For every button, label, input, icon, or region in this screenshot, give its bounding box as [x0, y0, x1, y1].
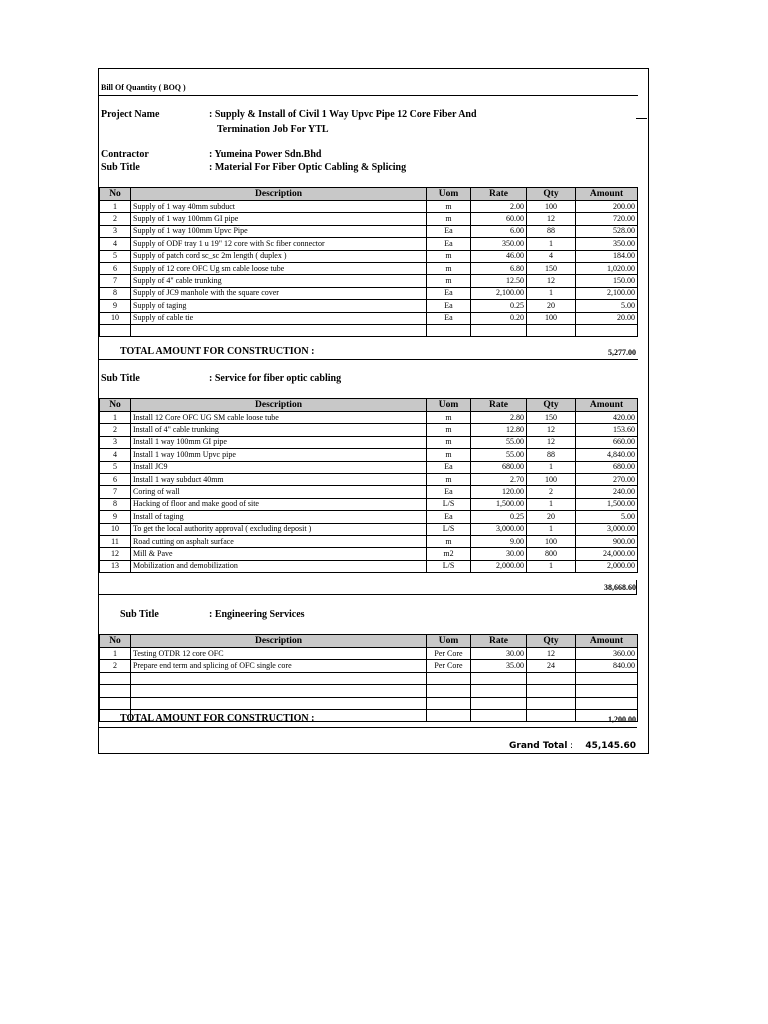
row-rate-cell: 12.80 — [471, 424, 527, 436]
row-rate-cell: 12.50 — [471, 275, 527, 287]
row-amount-cell: 20.00 — [576, 312, 638, 324]
row-qty-cell — [527, 324, 576, 336]
row-no-cell: 9 — [100, 511, 131, 523]
table-row — [100, 449, 638, 461]
row-rate-cell: 120.00 — [471, 486, 527, 498]
row-description-cell: Supply of cable tie — [131, 312, 427, 324]
row-uom-cell: Ea — [427, 486, 471, 498]
row-uom-cell: m — [427, 412, 471, 424]
row-no-cell: 2 — [100, 660, 131, 672]
col-amount-header: Amount — [576, 399, 638, 412]
row-qty-cell: 4 — [527, 250, 576, 262]
row-description-cell: Supply of 4" cable trunking — [131, 275, 427, 287]
col-rate-header: Rate — [471, 635, 527, 648]
row-rate-cell: 6.00 — [471, 225, 527, 237]
row-uom-cell: m — [427, 262, 471, 274]
row-amount-cell: 2,100.00 — [576, 287, 638, 299]
row-amount-cell: 680.00 — [576, 461, 638, 473]
row-description-cell: Coring of wall — [131, 486, 427, 498]
row-uom-cell: m — [427, 250, 471, 262]
row-qty-cell: 100 — [527, 201, 576, 213]
row-no-cell: 1 — [100, 412, 131, 424]
row-uom-cell: Ea — [427, 238, 471, 250]
row-amount-cell: 660.00 — [576, 436, 638, 448]
project-name-label: Project Name — [101, 109, 160, 120]
row-qty-cell: 150 — [527, 412, 576, 424]
row-qty-cell: 800 — [527, 548, 576, 560]
table-row — [100, 660, 638, 672]
section1-total-rule — [98, 359, 638, 360]
table-row — [100, 424, 638, 436]
row-uom-cell — [427, 709, 471, 721]
row-qty-cell: 1 — [527, 238, 576, 250]
table-row — [100, 275, 638, 287]
row-rate-cell — [471, 697, 527, 709]
table-row — [100, 697, 638, 709]
row-no-cell: 3 — [100, 225, 131, 237]
row-no-cell: 4 — [100, 238, 131, 250]
grand-total-value: 45,145.60 — [585, 741, 636, 751]
row-rate-cell: 2,100.00 — [471, 287, 527, 299]
row-amount-cell: 153.60 — [576, 424, 638, 436]
col-description-header: Description — [131, 399, 427, 412]
row-no-cell: 6 — [100, 473, 131, 485]
section3-total-label: TOTAL AMOUNT FOR CONSTRUCTION : — [120, 713, 315, 724]
row-amount-cell: 5.00 — [576, 300, 638, 312]
col-no-header: No — [100, 635, 131, 648]
row-amount-cell: 1,020.00 — [576, 262, 638, 274]
col-description-header: Description — [131, 635, 427, 648]
row-description-cell: Install 1 way subduct 40mm — [131, 473, 427, 485]
table-row — [100, 486, 638, 498]
row-description-cell: Install 1 way 100mm GI pipe — [131, 436, 427, 448]
row-no-cell: 7 — [100, 486, 131, 498]
section3-total-value: 1,200.00 — [608, 715, 636, 724]
row-amount-cell: 5.00 — [576, 511, 638, 523]
row-uom-cell — [427, 685, 471, 697]
row-qty-cell: 100 — [527, 473, 576, 485]
row-description-cell: Supply of 1 way 100mm Upvc Pipe — [131, 225, 427, 237]
row-rate-cell: 680.00 — [471, 461, 527, 473]
col-uom-header: Uom — [427, 635, 471, 648]
row-no-cell: 10 — [100, 523, 131, 535]
row-uom-cell: m — [427, 449, 471, 461]
row-rate-cell: 3,000.00 — [471, 523, 527, 535]
row-description-cell: Install of taging — [131, 511, 427, 523]
section3-subtitle-value: : Engineering Services — [209, 609, 305, 620]
section2-total-rule — [98, 594, 637, 595]
row-qty-cell — [527, 697, 576, 709]
row-qty-cell: 1 — [527, 560, 576, 572]
row-rate-cell: 9.00 — [471, 535, 527, 547]
row-description-cell: Supply of 1 way 100mm GI pipe — [131, 213, 427, 225]
row-uom-cell: Ea — [427, 300, 471, 312]
document-title: Bill Of Quantity ( BOQ ) — [101, 83, 186, 92]
row-uom-cell: m — [427, 436, 471, 448]
row-qty-cell — [527, 672, 576, 684]
row-uom-cell: Ea — [427, 461, 471, 473]
row-no-cell: 5 — [100, 250, 131, 262]
row-description-cell: Hacking of floor and make good of site — [131, 498, 427, 510]
row-amount-cell — [576, 685, 638, 697]
row-no-cell: 13 — [100, 560, 131, 572]
row-rate-cell — [471, 709, 527, 721]
row-no-cell: 8 — [100, 287, 131, 299]
row-amount-cell: 720.00 — [576, 213, 638, 225]
row-amount-cell — [576, 324, 638, 336]
row-uom-cell: Ea — [427, 287, 471, 299]
project-name-line1: : Supply & Install of Civil 1 Way Upvc Pipe 12 Core Fiber And — [209, 109, 477, 120]
section2-total-value: 38,668.60 — [604, 583, 636, 592]
table-row — [100, 498, 638, 510]
row-no-cell: 12 — [100, 548, 131, 560]
table-row — [100, 412, 638, 424]
row-amount-cell: 2,000.00 — [576, 560, 638, 572]
row-rate-cell — [471, 685, 527, 697]
row-rate-cell: 2.00 — [471, 201, 527, 213]
table-header-row — [100, 635, 638, 648]
table-header-row — [100, 188, 638, 201]
row-description-cell: To get the local authority approval ( excluding deposit ) — [131, 523, 427, 535]
subtitle-value: : Material For Fiber Optic Cabling & Splicing — [209, 162, 407, 173]
row-description-cell: Supply of ODF tray 1 u 19" 12 core with Sc fiber connector — [131, 238, 427, 250]
row-no-cell: 9 — [100, 300, 131, 312]
col-rate-header: Rate — [471, 399, 527, 412]
table-row — [100, 201, 638, 213]
row-qty-cell: 12 — [527, 436, 576, 448]
row-rate-cell: 0.20 — [471, 312, 527, 324]
row-description-cell: Mill & Pave — [131, 548, 427, 560]
col-amount-header: Amount — [576, 188, 638, 201]
contractor-value: : Yumeina Power Sdn.Bhd — [209, 149, 322, 160]
row-rate-cell: 2,000.00 — [471, 560, 527, 572]
row-description-cell: Install 12 Core OFC UG SM cable loose tube — [131, 412, 427, 424]
row-description-cell: Install JC9 — [131, 461, 427, 473]
engineering-table — [99, 634, 638, 722]
row-qty-cell: 12 — [527, 424, 576, 436]
row-amount-cell: 4,840.00 — [576, 449, 638, 461]
row-description-cell: Road cutting on asphalt surface — [131, 535, 427, 547]
row-no-cell: 6 — [100, 262, 131, 274]
row-amount-cell: 24,000.00 — [576, 548, 638, 560]
section2-subtitle-label: Sub Title — [101, 373, 140, 384]
row-uom-cell: L/S — [427, 523, 471, 535]
row-rate-cell: 60.00 — [471, 213, 527, 225]
row-uom-cell — [427, 672, 471, 684]
row-uom-cell: m — [427, 535, 471, 547]
col-qty-header: Qty — [527, 188, 576, 201]
row-amount-cell: 350.00 — [576, 238, 638, 250]
section1-total-label: TOTAL AMOUNT FOR CONSTRUCTION : — [120, 346, 315, 357]
table-row — [100, 473, 638, 485]
row-amount-cell: 184.00 — [576, 250, 638, 262]
row-qty-cell: 88 — [527, 449, 576, 461]
row-no-cell: 10 — [100, 312, 131, 324]
row-qty-cell: 100 — [527, 312, 576, 324]
row-qty-cell: 100 — [527, 535, 576, 547]
table-row — [100, 287, 638, 299]
row-uom-cell: L/S — [427, 560, 471, 572]
table-row — [100, 213, 638, 225]
row-uom-cell — [427, 697, 471, 709]
col-amount-header: Amount — [576, 635, 638, 648]
table-row — [100, 300, 638, 312]
row-amount-cell: 240.00 — [576, 486, 638, 498]
table-row — [100, 461, 638, 473]
table-row — [100, 312, 638, 324]
row-uom-cell: m2 — [427, 548, 471, 560]
row-amount-cell: 360.00 — [576, 648, 638, 660]
row-qty-cell: 1 — [527, 287, 576, 299]
row-amount-cell: 420.00 — [576, 412, 638, 424]
row-rate-cell: 1,500.00 — [471, 498, 527, 510]
row-rate-cell: 30.00 — [471, 548, 527, 560]
row-no-cell: 4 — [100, 449, 131, 461]
row-amount-cell: 1,500.00 — [576, 498, 638, 510]
row-qty-cell: 1 — [527, 498, 576, 510]
row-no-cell: 3 — [100, 436, 131, 448]
project-name-line2: Termination Job For YTL — [217, 124, 329, 135]
table-row — [100, 238, 638, 250]
row-amount-cell: 840.00 — [576, 660, 638, 672]
row-no-cell: 5 — [100, 461, 131, 473]
col-uom-header: Uom — [427, 188, 471, 201]
row-qty-cell: 2 — [527, 486, 576, 498]
table-row — [100, 523, 638, 535]
row-no-cell: 2 — [100, 213, 131, 225]
col-description-header: Description — [131, 188, 427, 201]
row-amount-cell — [576, 672, 638, 684]
row-no-cell: 1 — [100, 201, 131, 213]
row-description-cell: Supply of patch cord sc_sc 2m length ( duplex ) — [131, 250, 427, 262]
materials-table — [99, 187, 638, 337]
col-no-header: No — [100, 399, 131, 412]
row-rate-cell: 2.80 — [471, 412, 527, 424]
row-description-cell: Supply of 1 way 40mm subduct — [131, 201, 427, 213]
row-description-cell — [131, 697, 427, 709]
row-rate-cell: 0.25 — [471, 511, 527, 523]
grand-total-label: Grand Total — [509, 741, 568, 751]
col-rate-header: Rate — [471, 188, 527, 201]
row-description-cell — [131, 324, 427, 336]
row-rate-cell: 46.00 — [471, 250, 527, 262]
row-rate-cell: 55.00 — [471, 449, 527, 461]
row-no-cell — [100, 672, 131, 684]
row-description-cell: Install of 4" cable trunking — [131, 424, 427, 436]
table-row — [100, 436, 638, 448]
row-uom-cell: Ea — [427, 312, 471, 324]
section3-total-rule — [98, 727, 637, 728]
table-header-row — [100, 399, 638, 412]
row-no-cell — [100, 324, 131, 336]
section3-subtitle-label: Sub Title — [120, 609, 159, 620]
row-no-cell: 2 — [100, 424, 131, 436]
row-rate-cell — [471, 324, 527, 336]
table-row — [100, 560, 638, 572]
row-qty-cell: 12 — [527, 213, 576, 225]
row-qty-cell: 24 — [527, 660, 576, 672]
table-row — [100, 648, 638, 660]
table-row — [100, 548, 638, 560]
row-description-cell: Mobilization and demobilization — [131, 560, 427, 572]
row-rate-cell — [471, 672, 527, 684]
row-uom-cell: Per Core — [427, 648, 471, 660]
row-no-cell — [100, 697, 131, 709]
table-row — [100, 250, 638, 262]
services-table — [99, 398, 638, 573]
col-qty-header: Qty — [527, 635, 576, 648]
row-no-cell: 8 — [100, 498, 131, 510]
row-description-cell: Install 1 way 100mm Upvc pipe — [131, 449, 427, 461]
row-uom-cell: Ea — [427, 511, 471, 523]
row-rate-cell: 55.00 — [471, 436, 527, 448]
margin-tick — [636, 118, 647, 119]
row-uom-cell: m — [427, 424, 471, 436]
row-amount-cell: 3,000.00 — [576, 523, 638, 535]
row-no-cell: 11 — [100, 535, 131, 547]
table-row — [100, 511, 638, 523]
table-row — [100, 225, 638, 237]
row-amount-cell: 900.00 — [576, 535, 638, 547]
row-description-cell: Supply of 12 core OFC Ug sm cable loose tube — [131, 262, 427, 274]
row-description-cell: Supply of JC9 manhole with the square cover — [131, 287, 427, 299]
row-description-cell: Prepare end term and splicing of OFC single core — [131, 660, 427, 672]
row-rate-cell: 30.00 — [471, 648, 527, 660]
row-rate-cell: 35.00 — [471, 660, 527, 672]
row-qty-cell — [527, 685, 576, 697]
row-rate-cell: 350.00 — [471, 238, 527, 250]
row-qty-cell: 1 — [527, 523, 576, 535]
row-amount-cell: 200.00 — [576, 201, 638, 213]
table-row — [100, 685, 638, 697]
row-uom-cell: Ea — [427, 225, 471, 237]
table-row — [100, 262, 638, 274]
row-uom-cell — [427, 324, 471, 336]
row-amount-cell: 270.00 — [576, 473, 638, 485]
row-description-cell: Supply of taging — [131, 300, 427, 312]
row-rate-cell: 0.25 — [471, 300, 527, 312]
section2-total-border — [636, 580, 637, 594]
table-row — [100, 672, 638, 684]
table-row — [100, 324, 638, 336]
row-uom-cell: m — [427, 473, 471, 485]
row-no-cell: 1 — [100, 648, 131, 660]
row-uom-cell: Per Core — [427, 660, 471, 672]
row-qty-cell: 20 — [527, 511, 576, 523]
row-uom-cell: m — [427, 275, 471, 287]
row-uom-cell: L/S — [427, 498, 471, 510]
row-uom-cell: m — [427, 213, 471, 225]
section1-total-value: 5,277.00 — [608, 348, 636, 357]
grand-total-colon: : — [570, 741, 574, 751]
row-amount-cell: 528.00 — [576, 225, 638, 237]
row-qty-cell: 88 — [527, 225, 576, 237]
row-description-cell — [131, 685, 427, 697]
row-qty-cell: 12 — [527, 275, 576, 287]
subtitle-label: Sub Title — [101, 162, 140, 173]
row-no-cell: 7 — [100, 275, 131, 287]
col-qty-header: Qty — [527, 399, 576, 412]
row-qty-cell: 150 — [527, 262, 576, 274]
table-row — [100, 535, 638, 547]
contractor-label: Contractor — [101, 149, 149, 160]
title-underline — [98, 95, 638, 96]
col-no-header: No — [100, 188, 131, 201]
row-qty-cell: 12 — [527, 648, 576, 660]
row-description-cell: Testing OTDR 12 core OFC — [131, 648, 427, 660]
row-no-cell — [100, 685, 131, 697]
row-amount-cell: 150.00 — [576, 275, 638, 287]
row-rate-cell: 6.80 — [471, 262, 527, 274]
row-description-cell — [131, 672, 427, 684]
row-qty-cell: 20 — [527, 300, 576, 312]
row-qty-cell: 1 — [527, 461, 576, 473]
section2-subtitle-value: : Service for fiber optic cabling — [209, 373, 342, 384]
row-rate-cell: 2.70 — [471, 473, 527, 485]
col-uom-header: Uom — [427, 399, 471, 412]
row-amount-cell — [576, 697, 638, 709]
row-uom-cell: m — [427, 201, 471, 213]
